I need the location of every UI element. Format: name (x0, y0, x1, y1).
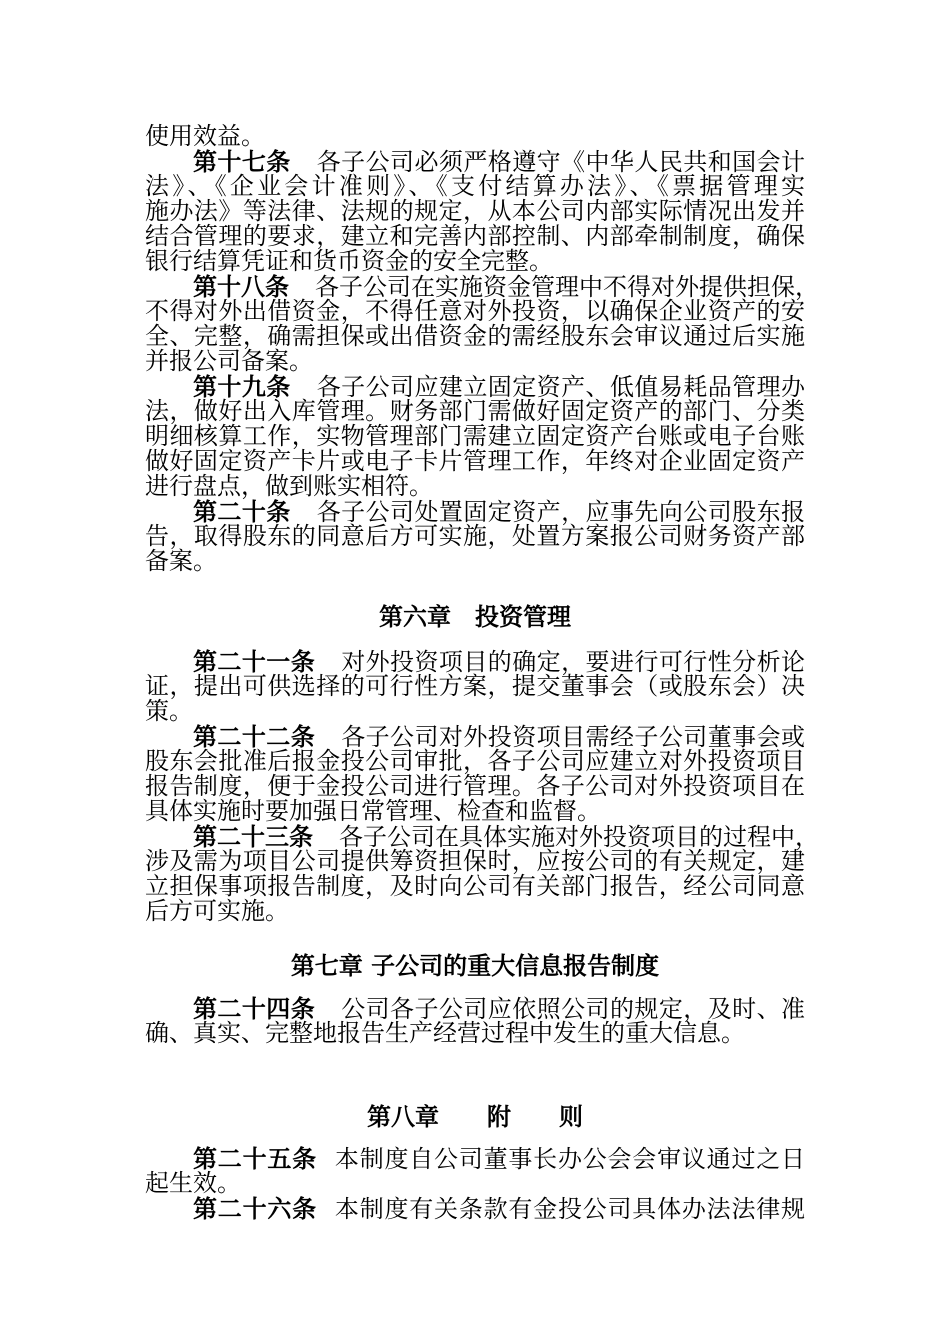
text-line: 施办法》等法律、法规的规定，从本公司内部实际情况出发并 (145, 197, 805, 225)
text-line: 涉及需为项目公司提供筹资担保时，应按公司的有关规定，建 (145, 847, 805, 875)
text-line: 不得对外出借资金，不得任意对外投资，以确保企业资产的安 (145, 297, 805, 325)
text-line: 第十九条 各子公司应建立固定资产、低值易耗品管理办 (193, 372, 806, 401)
article-20 (145, 499, 805, 574)
text-line: 明细核算工作，实物管理部门需建立固定资产台账或电子台账 (145, 422, 805, 450)
text-line: 起生效。 (145, 1169, 241, 1197)
text-line: 第十八条 各子公司在实施资金管理中不得对外提供担保， (193, 272, 819, 301)
text-line: 具体实施时要加强日常管理、检查和监督。 (145, 797, 601, 825)
article-17 (145, 149, 805, 274)
text-line: 证，提出可供选择的可行性方案，提交董事会（或股东会）决 (145, 672, 805, 700)
article-18 (145, 272, 819, 375)
article-number: 第二十二条 (193, 722, 316, 751)
text-line: 立担保事项报告制度，及时向公司有关部门报告，经公司同意 (145, 872, 805, 900)
article-23 (145, 822, 819, 925)
article-number: 第十八条 (193, 272, 289, 301)
chapter-7-heading: 第七章 子公司的重大信息报告制度 (290, 951, 660, 980)
text-line: 全、完整，确需担保或出借资金的需经股东会审议通过后实施 (145, 322, 805, 350)
article-number: 第二十一条 (193, 647, 316, 676)
text-line: 第二十五条 本制度自公司董事长办公会会审议通过之日 (193, 1144, 806, 1173)
text-line: 第二十条 各子公司处置固定资产，应事先向公司股东报 (193, 497, 806, 526)
text-line: 策。 (145, 697, 193, 725)
text-line: 告，取得股东的同意后方可实施，处置方案报公司财务资产部 (145, 522, 805, 550)
text-line: 使用效益。 (145, 122, 265, 150)
text-line: 第二十六条 本制度有关条款有金投公司具体办法法律规 (193, 1194, 806, 1223)
text-line: 第二十一条 对外投资项目的确定，要进行可行性分析论 (193, 647, 806, 676)
text-line: 法》、《企业会计准则》、《支付结算办法》、《票据管理实 (145, 172, 805, 200)
article-22 (145, 724, 805, 824)
text-line: 第二十二条 各子公司对外投资项目需经子公司董事会或 (193, 722, 806, 751)
text-line: 备案。 (145, 547, 217, 575)
article-number: 第二十条 (193, 497, 291, 526)
chapter-6-heading: 第六章 投资管理 (379, 602, 571, 631)
article-number: 第十九条 (193, 372, 291, 401)
article-26 (145, 1196, 805, 1221)
text-line: 第十七条 各子公司必须严格遵守《中华人民共和国会计 (193, 147, 806, 176)
text-line: 报告制度，便于金投公司进行管理。各子公司对外投资项目在 (145, 772, 805, 800)
chapter-8-heading: 第八章 附 则 (367, 1102, 583, 1131)
text-line: 银行结算凭证和货币资金的安全完整。 (145, 247, 553, 275)
article-number: 第十七条 (193, 147, 291, 176)
article-number: 第二十三条 (193, 822, 313, 851)
text-line: 第二十四条 公司各子公司应依照公司的规定，及时、准 (193, 994, 806, 1023)
text-line: 确、真实、完整地报告生产经营过程中发生的重大信息。 (145, 1019, 745, 1047)
article-number: 第二十五条 (193, 1144, 317, 1173)
article-number: 第二十六条 (193, 1194, 317, 1223)
article-25 (145, 1146, 805, 1196)
text-line: 后方可实施。 (145, 897, 289, 925)
article-24 (145, 996, 805, 1046)
paragraph-continuation (145, 124, 805, 149)
text-line: 进行盘点，做到账实相符。 (145, 472, 433, 500)
article-21 (145, 649, 805, 724)
text-line: 法，做好出入库管理。财务部门需做好固定资产的部门、分类 (145, 397, 805, 425)
text-line: 并报公司备案。 (145, 347, 313, 375)
text-line: 做好固定资产卡片或电子卡片管理工作，年终对企业固定资产 (145, 447, 805, 475)
text-line: 结合管理的要求，建立和完善内部控制、内部牵制制度，确保 (145, 222, 805, 250)
text-line: 第二十三条 各子公司在具体实施对外投资项目的过程中， (193, 822, 819, 851)
text-line: 股东会批准后报金投公司审批，各子公司应建立对外投资项目 (145, 747, 805, 775)
article-number: 第二十四条 (193, 994, 316, 1023)
article-19 (145, 374, 805, 499)
